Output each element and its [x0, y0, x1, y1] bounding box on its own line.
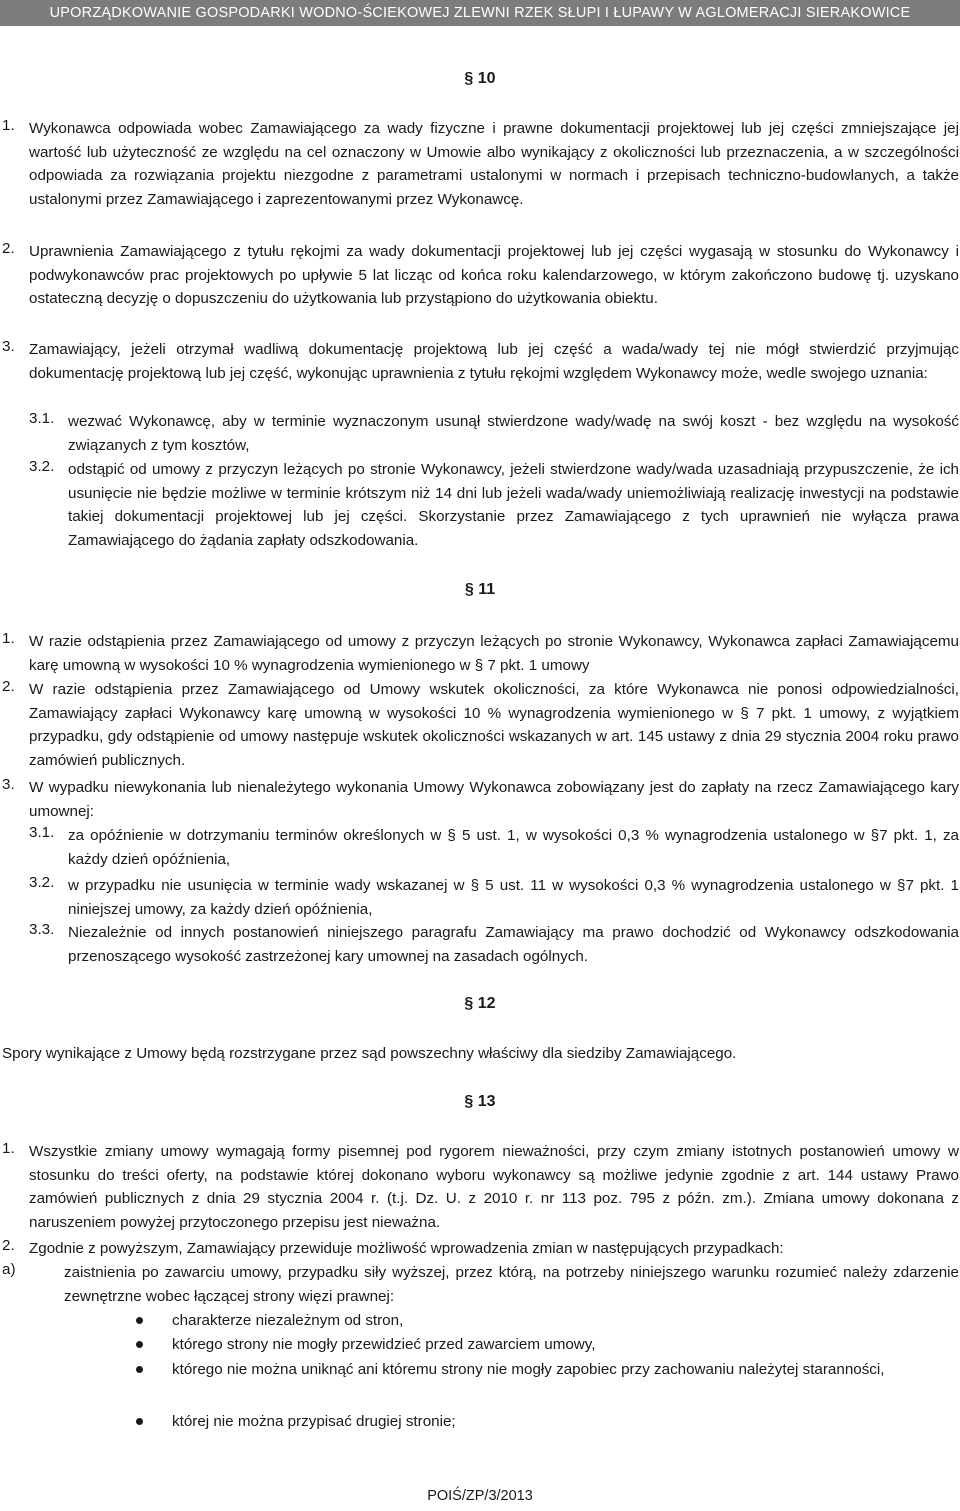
- paragraph-13-2: Zgodnie z powyższym, Zamawiający przewiduje możliwość wprowadzenia zmian w następujących przypadkach:: [29, 1240, 784, 1257]
- paragraph-11-1: W razie odstąpienia przez Zamawiającego od umowy z przyczyn leżących po stronie Wykonawcy, Wykonawca zapłaci Zamawiającemu karę umowną w wysokości 10 % wynagrodzenia wymienionego w § 7 pkt. 1 umowy: [29, 633, 959, 674]
- bullet-icon: [136, 1317, 143, 1324]
- paragraph-11-3-2: w przypadku nie usunięcia w terminie wady wskazanej w § 5 ust. 11 w wysokości 0,3 % wynagrodzenia ustalonego w §7 pkt. 1 niniejszej umowy, za każdy dzień opóźnienia,: [68, 877, 959, 918]
- item-letter: a): [2, 1261, 16, 1278]
- item-number: 1.: [2, 1140, 15, 1157]
- paragraph-11-2: W razie odstąpienia przez Zamawiającego od Umowy wskutek okoliczności, za które Wykonawca nie ponosi odpowiedzialności, Zamawiający zapłaci Wykonawcy karę umowną w wysokości 10 % wynagrodzenia wymienionego w § 7 pkt. 1 umowy, z wyjątkiem przypadku, gdy odstąpienie od umowy następuje wskutek okoliczności wskazanych w art. 145 ustawy z dnia 29 stycznia 2004 roku prawo zamówień publicznych.: [29, 681, 959, 769]
- item-number: 3.2.: [29, 874, 55, 891]
- document-header: UPORZĄDKOWANIE GOSPODARKI WODNO-ŚCIEKOWEJ ZLEWNI RZEK SŁUPI I ŁUPAWY W AGLOMERACJI SIERAKOWICE: [0, 0, 960, 26]
- paragraph-11-3-1: za opóźnienie w dotrzymaniu terminów określonych w § 5 ust. 1, w wysokości 0,3 % wynagrodzenia ustalonego w §7 pkt. 1, za każdy dzień opóźnienia,: [68, 827, 959, 868]
- item-number: 2.: [2, 240, 15, 257]
- item-number: 2.: [2, 1237, 15, 1254]
- section-title-10: § 10: [464, 70, 496, 87]
- bullet-icon: [136, 1341, 143, 1348]
- item-number: 2.: [2, 678, 15, 695]
- item-number: 3.1.: [29, 410, 55, 427]
- paragraph-13-1: Wszystkie zmiany umowy wymagają formy pisemnej pod rygorem nieważności, przy czym zmiany istotnych postanowień umowy w stosunku do treści oferty, na podstawie której dokonano wyboru wykonawcy są możliwe jedynie zgodnie z art. 144 ustawy Prawo zamówień publicznych z dnia 29 stycznia 2004 r. (t.j. Dz. U. z 2010 r. nr 113 poz. 795 z późn. zm.). Zmiana umowy dokonana z naruszeniem powyżej przytoczonego przepisu jest nieważna.: [29, 1143, 959, 1231]
- bullet-icon: [136, 1366, 143, 1373]
- item-number: 3.1.: [29, 824, 55, 841]
- paragraph-13-a: zaistnienia po zawarciu umowy, przypadku siły wyższej, przez którą, na potrzeby niniejszego warunku rozumieć należy zdarzenie zewnętrzne wobec łączącej strony więzi prawnej:: [64, 1264, 959, 1305]
- document-footer: POIŚ/ZP/3/2013: [427, 1488, 533, 1504]
- paragraph-10-2: Uprawnienia Zamawiającego z tytułu rękojmi za wady dokumentacji projektowej lub jej części wygasają w stosunku do Wykonawcy i podwykonawców prac projektowych po upływie 5 lat licząc od końca roku kalendarzowego, w którym zakończono budowę tj. uzyskano ostateczną decyzję o dopuszczeniu do użytkowania lub przystąpiono do użytkowania obiektu.: [29, 243, 959, 307]
- section-title-11: § 11: [464, 581, 496, 598]
- item-number: 3.: [2, 776, 15, 793]
- item-number: 3.2.: [29, 458, 55, 475]
- list-item: którego nie można uniknąć ani któremu strony nie mogły zapobiec przy zachowaniu należytej staranności,: [172, 1361, 885, 1378]
- paragraph-12: Spory wynikające z Umowy będą rozstrzygane przez sąd powszechny właściwy dla siedziby Zamawiającego.: [2, 1045, 737, 1062]
- paragraph-11-3-3: Niezależnie od innych postanowień niniejszego paragrafu Zamawiający ma prawo dochodzić od Wykonawcy odszkodowania przenoszącego wysokość zastrzeżonej kary umownej na zasadach ogólnych.: [68, 924, 959, 965]
- item-number: 3.3.: [29, 921, 55, 938]
- list-item: którego strony nie mogły przewidzieć przed zawarciem umowy,: [172, 1336, 596, 1353]
- item-number: 3.: [2, 338, 15, 355]
- list-item: której nie można przypisać drugiej stronie;: [172, 1413, 456, 1430]
- paragraph-11-3: W wypadku niewykonania lub nienależytego wykonania Umowy Wykonawca zobowiązany jest do zapłaty na rzecz Zamawiającego kary umownej:: [29, 779, 959, 820]
- paragraph-10-3: Zamawiający, jeżeli otrzymał wadliwą dokumentację projektową lub jej część a wada/wady tej nie mógł stwierdzić przyjmując dokumentację projektową lub jej część, wykonując uprawnienia z tytułu rękojmi względem Wykonawcy może, wedle swojego uznania:: [29, 341, 959, 382]
- item-number: 1.: [2, 117, 15, 134]
- paragraph-10-3-1: wezwać Wykonawcę, aby w terminie wyznaczonym usunął stwierdzone wady/wadę na swój koszt - bez względu na wysokość związanych z tym kosztów,: [68, 413, 959, 454]
- bullet-icon: [136, 1418, 143, 1425]
- item-number: 1.: [2, 630, 15, 647]
- list-item: charakterze niezależnym od stron,: [172, 1312, 404, 1329]
- paragraph-10-3-2: odstąpić od umowy z przyczyn leżących po stronie Wykonawcy, jeżeli stwierdzone wady/wada uzasadniają przypuszczenie, że ich usunięcie nie będzie możliwe w terminie krótszym niż 14 dni lub jeżeli wada/wady uniemożliwiają realizację inwestycji na podstawie takiej dokumentacji projektowej lub jej części. Skorzystanie przez Zamawiającego z tych uprawnień nie wyłącza prawa Zamawiającego do żądania zapłaty odszkodowania.: [68, 461, 959, 549]
- section-title-13: § 13: [464, 1093, 496, 1110]
- paragraph-10-1: Wykonawca odpowiada wobec Zamawiającego za wady fizyczne i prawne dokumentacji projektowej lub jej części zmniejszające jej wartość lub użyteczność ze względu na cel oznaczony w Umowie albo wynikający z okoliczności lub przeznaczenia, a w szczególności odpowiada za rozwiązania projektu niezgodne z parametrami ustalonymi w normach i przepisach techniczno-budowlanych, a także ustalonymi przez Zamawiającego i zaprezentowanymi przez Wykonawcę.: [29, 120, 959, 208]
- section-title-12: § 12: [464, 995, 496, 1012]
